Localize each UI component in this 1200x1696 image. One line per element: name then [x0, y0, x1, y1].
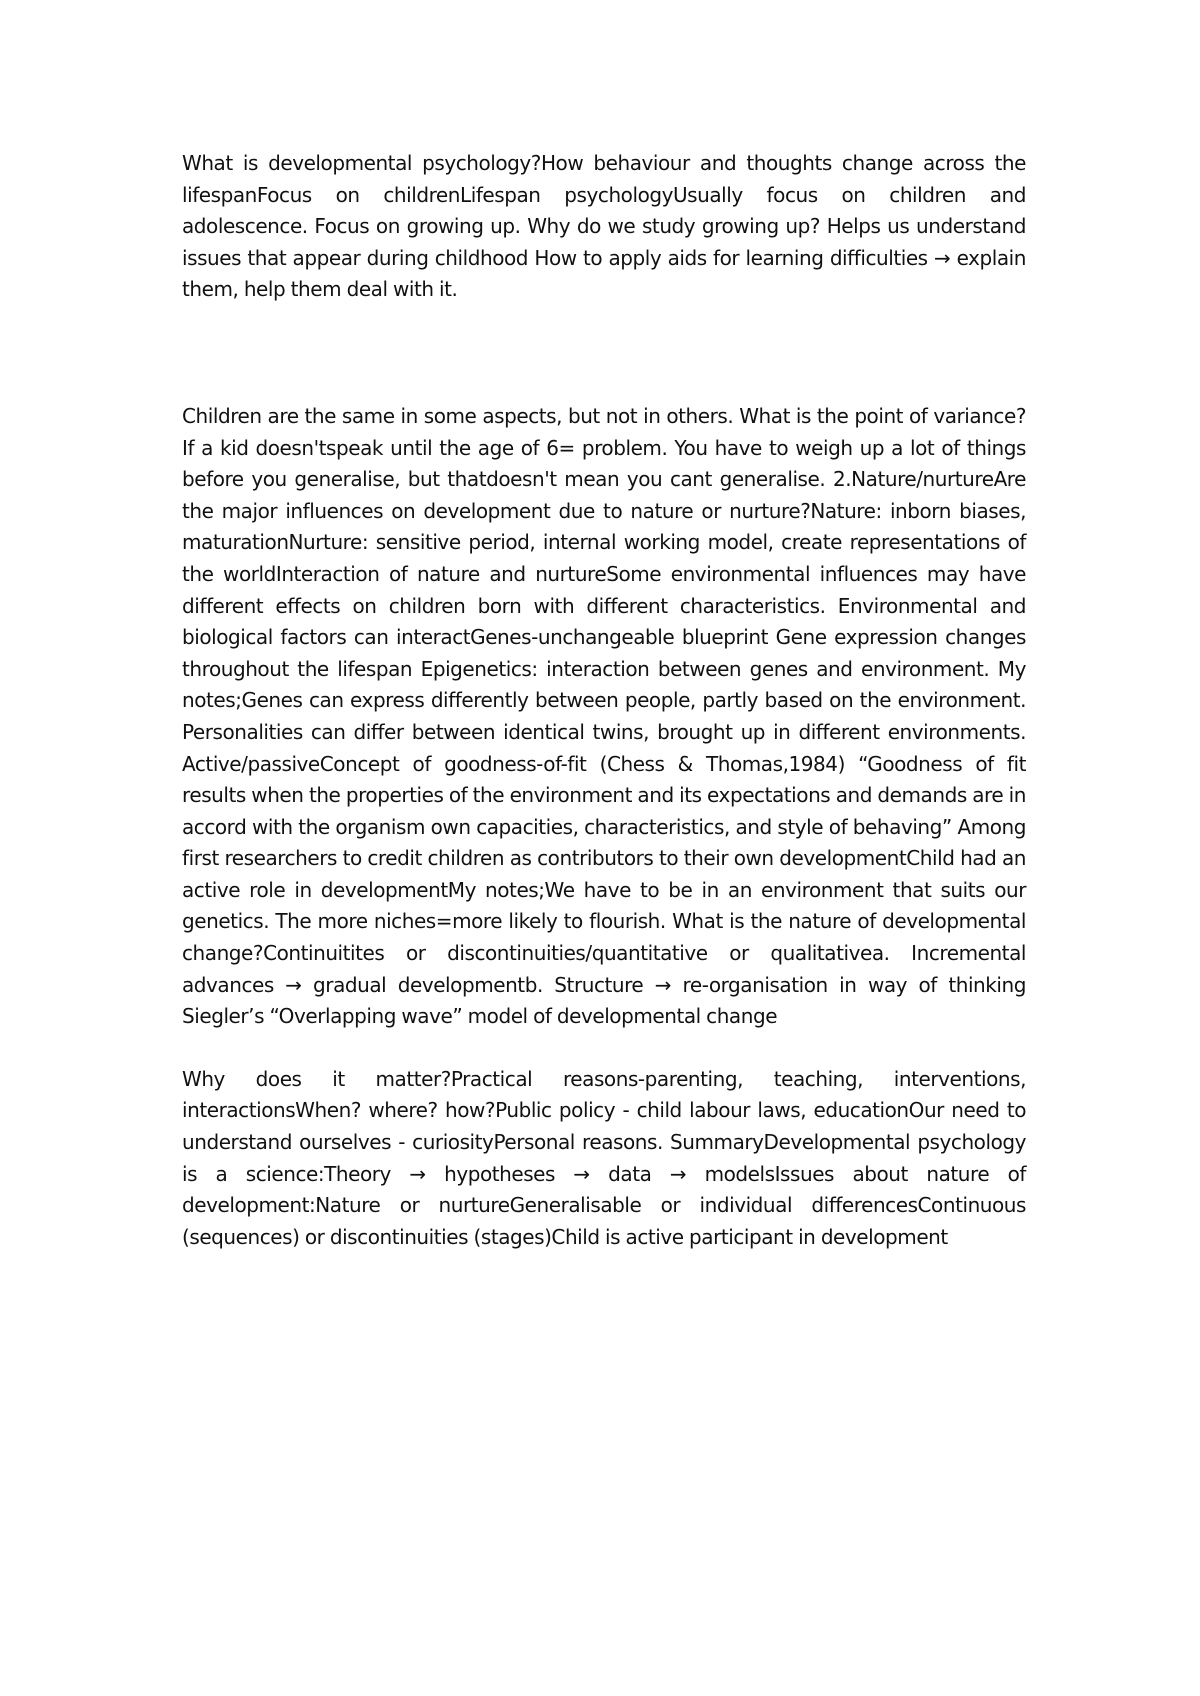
paragraph-nature-nurture: Children are the same in some aspects, but not in others. What is the point of variance? If a kid doesn'tspeak until the age of 6= problem. You have to weigh up a lot of things before you generalise, but thatdoesn't mean you cant generalise. 2.Nature/nurtureAre the major influences on development due to nature or nurture?Nature: inborn biases, maturationNurture: sensitive period, internal working model, create representations of the worldInteraction of nature and nurtureSome environmental influences may have different effects on children born with different characteristics. Environmental and biological factors can interactGenes-unchangeable blueprint Gene expression changes throughout the lifespan Epigenetics: interaction between genes and environment. My notes;Genes can express differently between people, partly based on the environment. Personalities can differ between identical twins, brought up in different environments. Active/passiveConcept of goodness-of-fit (Chess & Thomas,1984) “Goodness of fit results when the properties of the environment and its expectations and demands are in accord with the organism own capacities, characteristics, and style of behaving” Among first researchers to credit children as contributors to their own developmentChild had an active role in developmentMy notes;We have to be in an environment that suits our genetics. The more niches=more likely to flourish. What is the nature of developmental change?Continuitites or discontinuities/quantitative or qualitativea. Incremental advances → gradual developmentb. Structure → re-organisation in way of thinking Siegler’s “Overlapping wave” model of developmental change	[182, 403, 1026, 1029]
paragraph-summary: Why does it matter?Practical reasons-parenting, teaching, interventions, interactionsWhen? where? how?Public policy - child labour laws, educationOur need to understand ourselves - curiosityPersonal reasons. SummaryDevelopmental psychology is a science:Theory → hypotheses → data → modelsIssues about nature of development:Nature or nurtureGeneralisable or individual differencesContinuous (sequences) or discontinuities (stages)Child is active participant in development	[182, 1066, 1026, 1249]
paragraph-intro: What is developmental psychology?How behaviour and thoughts change across the lifespanFocus on childrenLifespan psychologyUsually focus on children and adolescence. Focus on growing up. Why do we study growing up? Helps us understand issues that appear during childhood How to apply aids for learning difficulties → explain them, help them deal with it.	[182, 151, 1026, 302]
document-body	[182, 148, 1026, 1253]
